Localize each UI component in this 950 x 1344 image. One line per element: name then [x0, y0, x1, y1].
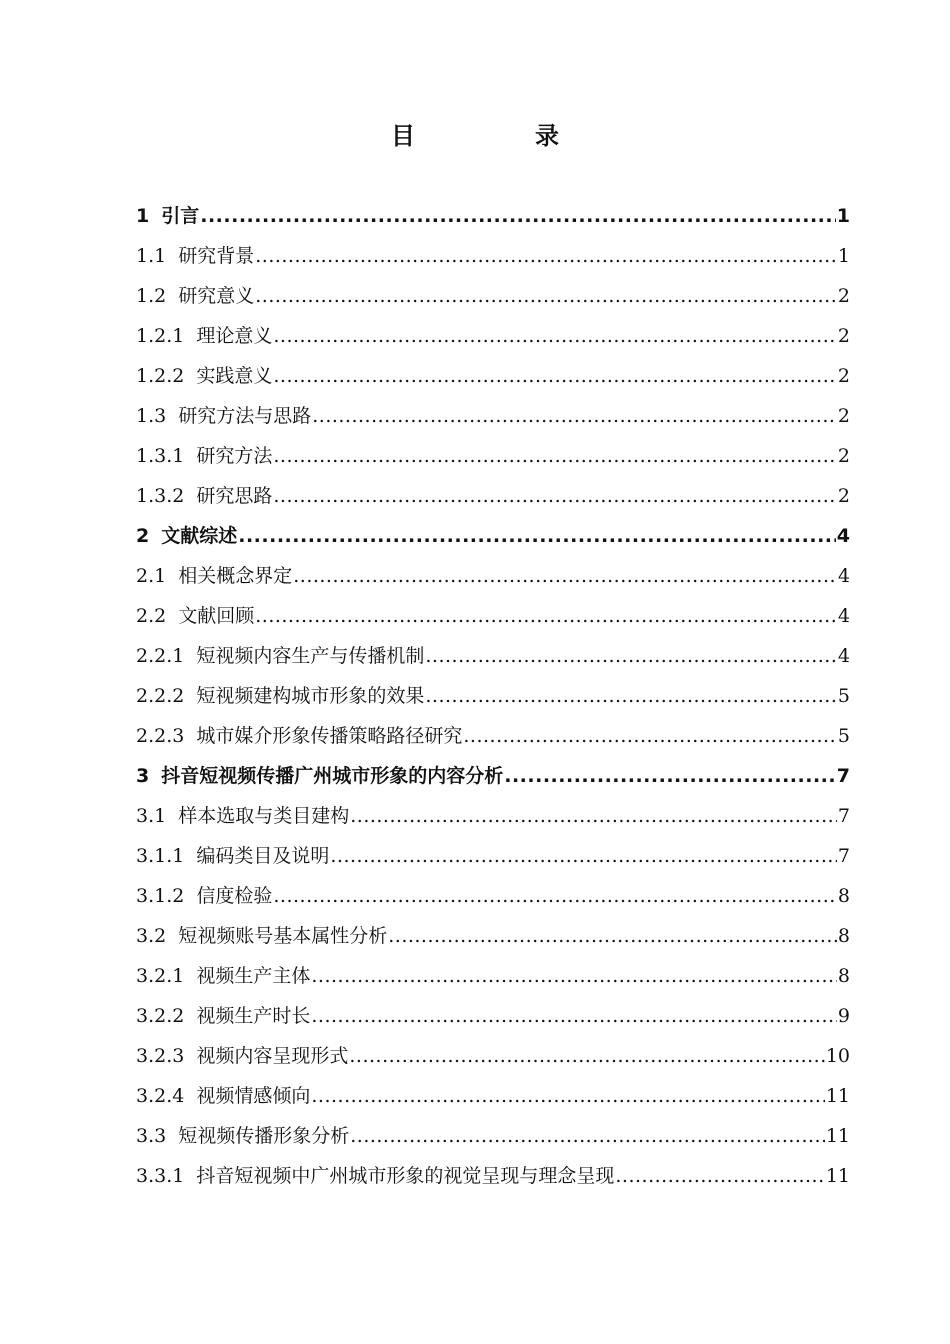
toc-dot-leader	[293, 556, 837, 596]
toc-entry-2[interactable]	[136, 516, 850, 556]
toc-dot-leader	[200, 196, 836, 236]
toc-entry-number: 2.2.3	[136, 725, 185, 747]
toc-entry-title: 短视频内容生产与传播机制	[196, 645, 425, 667]
toc-entry-number: 1.3.2	[136, 485, 185, 507]
toc-entry-number: 3.2.1	[136, 965, 185, 987]
toc-entry-page: 2	[837, 445, 850, 467]
toc-entry-page: 7	[837, 845, 850, 867]
toc-dot-leader	[311, 956, 837, 996]
toc-entry-1-3-2[interactable]	[136, 476, 850, 516]
toc-entry-page: 5	[837, 685, 850, 707]
toc-entry-number: 3.1.1	[136, 845, 185, 867]
toc-entry-1-3-1[interactable]	[136, 436, 850, 476]
toc-entry-3-2-1[interactable]	[136, 956, 850, 996]
toc-entry-3[interactable]	[136, 756, 850, 796]
toc-entry-title: 相关概念界定	[178, 565, 293, 587]
toc-dot-leader	[350, 796, 837, 836]
toc-entry-page: 4	[837, 605, 850, 627]
toc-entry-number: 2.2.1	[136, 645, 185, 667]
toc-entry-title: 抖音短视频中广州城市形象的视觉呈现与理念呈现	[196, 1165, 615, 1187]
toc-entry-number: 1.2.1	[136, 325, 185, 347]
toc-dot-leader	[463, 716, 837, 756]
toc-entry-page: 1	[837, 245, 850, 267]
toc-dot-leader	[273, 476, 837, 516]
toc-dot-leader	[255, 596, 837, 636]
toc-entry-3-1[interactable]	[136, 796, 850, 836]
toc-entry-2-2[interactable]	[136, 596, 850, 636]
toc-entry-title: 视频生产时长	[196, 1005, 311, 1027]
toc-entry-number: 3.1	[136, 805, 167, 827]
toc-entry-title: 视频生产主体	[196, 965, 311, 987]
toc-entry-number: 2.1	[136, 565, 167, 587]
toc-entry-2-1[interactable]	[136, 556, 850, 596]
toc-dot-leader	[273, 316, 837, 356]
toc-entry-number: 1	[136, 205, 150, 227]
toc-entry-title: 研究背景	[178, 245, 255, 267]
toc-entry-page: 11	[825, 1165, 850, 1187]
toc-entry-1[interactable]	[136, 196, 850, 236]
toc-entry-3-2-4[interactable]	[136, 1076, 850, 1116]
toc-entry-title: 实践意义	[196, 365, 273, 387]
toc-entry-3-3-1[interactable]	[136, 1156, 850, 1196]
toc-entry-title: 视频内容呈现形式	[196, 1045, 349, 1067]
toc-entry-page: 11	[825, 1125, 850, 1147]
toc-dot-leader	[350, 1116, 825, 1156]
toc-dot-leader	[504, 756, 836, 796]
toc-entry-title: 文献回顾	[178, 605, 255, 627]
toc-entry-number: 3.2.2	[136, 1005, 185, 1027]
toc-entry-3-1-1[interactable]	[136, 836, 850, 876]
toc-title: 目 录	[391, 122, 607, 150]
toc-entry-title: 编码类目及说明	[196, 845, 330, 867]
toc-entry-1-1[interactable]	[136, 236, 850, 276]
toc-dot-leader	[255, 236, 837, 276]
toc-entry-title: 信度检验	[196, 885, 273, 907]
toc-entry-page: 4	[837, 565, 850, 587]
toc-entry-title: 理论意义	[196, 325, 273, 347]
toc-entry-title: 短视频建构城市形象的效果	[196, 685, 425, 707]
toc-dot-leader	[425, 636, 837, 676]
toc-dot-leader	[311, 996, 837, 1036]
toc-entry-page: 7	[837, 805, 850, 827]
toc-entry-number: 1.3.1	[136, 445, 185, 467]
toc-entry-2-2-1[interactable]	[136, 636, 850, 676]
toc-entry-page: 2	[837, 405, 850, 427]
toc-entry-3-2-2[interactable]	[136, 996, 850, 1036]
toc-entry-title: 研究方法与思路	[178, 405, 312, 427]
toc-entry-1-2[interactable]	[136, 276, 850, 316]
toc-entry-title: 引言	[161, 205, 200, 227]
toc-entry-3-2[interactable]	[136, 916, 850, 956]
toc-entry-3-2-3[interactable]	[136, 1036, 850, 1076]
toc-dot-leader	[273, 876, 837, 916]
toc-entry-title: 短视频传播形象分析	[178, 1125, 350, 1147]
toc-entry-number: 3.2.3	[136, 1045, 185, 1067]
toc-dot-leader	[425, 676, 837, 716]
toc-entry-number: 2.2	[136, 605, 167, 627]
toc-entry-2-2-3[interactable]	[136, 716, 850, 756]
toc-entry-page: 9	[837, 1005, 850, 1027]
toc-entry-number: 3.2	[136, 925, 167, 947]
toc-entry-page: 2	[837, 285, 850, 307]
toc-entry-3-3[interactable]	[136, 1116, 850, 1156]
toc-entry-page: 4	[836, 525, 850, 547]
toc-entry-page: 2	[837, 365, 850, 387]
toc-entry-number: 2.2.2	[136, 685, 185, 707]
toc-dot-leader	[273, 436, 837, 476]
toc-entry-1-3[interactable]	[136, 396, 850, 436]
toc-dot-leader	[255, 276, 837, 316]
toc-entry-title: 研究思路	[196, 485, 273, 507]
toc-entry-number: 3.2.4	[136, 1085, 185, 1107]
toc-dot-leader	[615, 1156, 824, 1196]
toc-entry-page: 8	[837, 965, 850, 987]
toc-entry-number: 1.1	[136, 245, 167, 267]
toc-entry-number: 1.2.2	[136, 365, 185, 387]
toc-entry-page: 8	[837, 885, 850, 907]
toc-entry-title: 研究方法	[196, 445, 273, 467]
toc-entry-number: 1.3	[136, 405, 167, 427]
toc-entry-title: 样本选取与类目建构	[178, 805, 350, 827]
toc-entry-page: 7	[836, 765, 850, 787]
toc-entry-page: 8	[837, 925, 850, 947]
toc-entry-title: 抖音短视频传播广州城市形象的内容分析	[161, 765, 504, 787]
toc-entry-page: 11	[825, 1085, 850, 1107]
toc-entry-number: 1.2	[136, 285, 167, 307]
toc-entry-title: 短视频账号基本属性分析	[178, 925, 388, 947]
toc-entry-3-1-2[interactable]	[136, 876, 850, 916]
toc-entry-page: 1	[836, 205, 850, 227]
toc-dot-leader	[388, 916, 837, 956]
toc-dot-leader	[330, 836, 837, 876]
toc-entry-title: 视频情感倾向	[196, 1085, 311, 1107]
toc-entry-number: 3	[136, 765, 150, 787]
toc-entry-title: 研究意义	[178, 285, 255, 307]
toc-entry-title: 文献综述	[161, 525, 238, 547]
toc-entry-number: 3.3.1	[136, 1165, 185, 1187]
toc-entry-1-2-1[interactable]	[136, 316, 850, 356]
toc-entry-page: 5	[837, 725, 850, 747]
toc-dot-leader	[311, 1076, 824, 1116]
toc-dot-leader	[349, 1036, 824, 1076]
toc-entry-2-2-2[interactable]	[136, 676, 850, 716]
toc-entry-page: 2	[837, 325, 850, 347]
toc-entry-number: 2	[136, 525, 150, 547]
toc-dot-leader	[238, 516, 836, 556]
toc-dot-leader	[312, 396, 837, 436]
toc-dot-leader	[273, 356, 837, 396]
toc-entry-1-2-2[interactable]	[136, 356, 850, 396]
toc-list	[136, 196, 850, 1196]
toc-entry-page: 4	[837, 645, 850, 667]
toc-entry-number: 3.1.2	[136, 885, 185, 907]
toc-entry-number: 3.3	[136, 1125, 167, 1147]
toc-entry-page: 2	[837, 485, 850, 507]
toc-entry-title: 城市媒介形象传播策略路径研究	[196, 725, 463, 747]
toc-entry-page: 10	[825, 1045, 850, 1067]
